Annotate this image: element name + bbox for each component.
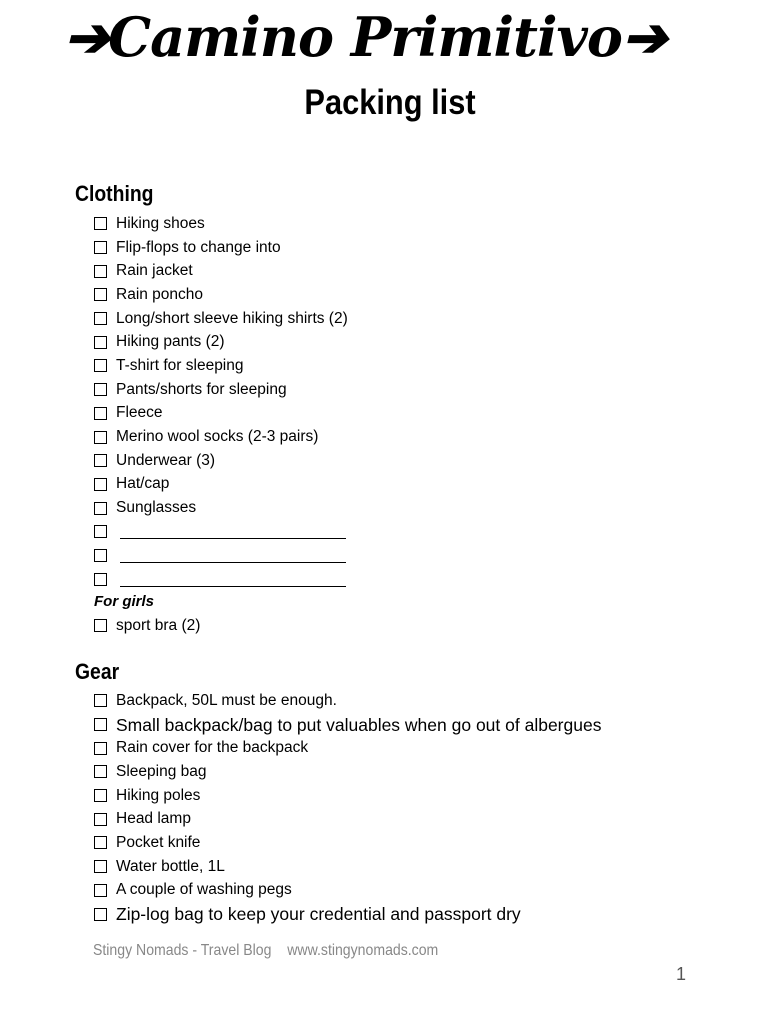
document-title: ➔Camino Primitivo➔ xyxy=(63,5,667,69)
footer-brand: Stingy Nomads - Travel Blog xyxy=(93,942,272,959)
item-label: Pocket knife xyxy=(116,833,201,851)
gear-list xyxy=(94,689,601,926)
list-item[interactable] xyxy=(94,879,601,903)
list-item[interactable] xyxy=(94,902,601,926)
blank-list-item[interactable] xyxy=(94,520,348,544)
list-item[interactable] xyxy=(94,784,601,808)
item-label: A couple of washing pegs xyxy=(116,881,292,899)
blank-write-in-line[interactable] xyxy=(120,524,346,539)
gear-section-title: Gear xyxy=(75,659,120,684)
item-label: Hiking shoes xyxy=(116,214,205,232)
list-item[interactable] xyxy=(94,236,348,260)
blank-list-item[interactable] xyxy=(94,567,348,591)
checkbox[interactable] xyxy=(94,217,107,230)
list-item[interactable] xyxy=(94,831,601,855)
checkbox[interactable] xyxy=(94,502,107,515)
checkbox[interactable] xyxy=(94,813,107,826)
item-label: Hiking poles xyxy=(116,786,201,804)
checkbox[interactable] xyxy=(94,288,107,301)
blank-write-in-line[interactable] xyxy=(120,548,346,563)
checkbox[interactable] xyxy=(94,478,107,491)
list-item[interactable] xyxy=(94,283,348,307)
list-item[interactable] xyxy=(94,330,348,354)
girls-list xyxy=(94,614,200,638)
checkbox[interactable] xyxy=(94,573,107,586)
item-label: Pants/shorts for sleeping xyxy=(116,380,287,398)
checkbox[interactable] xyxy=(94,789,107,802)
list-item[interactable] xyxy=(94,449,348,473)
list-item[interactable] xyxy=(94,760,601,784)
item-label: sport bra (2) xyxy=(116,616,201,634)
blank-write-in-line[interactable] xyxy=(120,572,346,587)
checkbox[interactable] xyxy=(94,265,107,278)
for-girls-subheading: For girls xyxy=(94,593,155,610)
item-label: Flip-flops to change into xyxy=(116,238,281,256)
list-item[interactable] xyxy=(94,496,348,520)
document-subtitle: Packing list xyxy=(304,83,476,122)
checkbox[interactable] xyxy=(94,336,107,349)
item-label: Hiking pants (2) xyxy=(116,333,225,351)
checkbox[interactable] xyxy=(94,908,107,921)
list-item[interactable] xyxy=(94,378,348,402)
list-item[interactable] xyxy=(94,307,348,331)
checkbox[interactable] xyxy=(94,860,107,873)
blank-list-item[interactable] xyxy=(94,544,348,568)
list-item[interactable] xyxy=(94,855,601,879)
list-item[interactable] xyxy=(94,689,601,713)
list-item[interactable] xyxy=(94,473,348,497)
checkbox[interactable] xyxy=(94,359,107,372)
checkbox[interactable] xyxy=(94,431,107,444)
item-label: Sunglasses xyxy=(116,499,197,517)
checkbox[interactable] xyxy=(94,525,107,538)
page-number: 1 xyxy=(676,964,687,984)
checkbox[interactable] xyxy=(94,383,107,396)
footer-url[interactable]: www.stingynomads.com xyxy=(287,942,439,959)
item-label: Long/short sleeve hiking shirts (2) xyxy=(116,309,348,327)
item-label: Rain jacket xyxy=(116,262,193,280)
checkbox[interactable] xyxy=(94,454,107,467)
checkbox[interactable] xyxy=(94,836,107,849)
item-label: Fleece xyxy=(116,404,163,422)
clothing-list xyxy=(94,212,348,591)
checkbox[interactable] xyxy=(94,549,107,562)
list-item[interactable] xyxy=(94,259,348,283)
checkbox[interactable] xyxy=(94,407,107,420)
list-item[interactable] xyxy=(94,402,348,426)
item-label: Head lamp xyxy=(116,810,191,828)
list-item[interactable] xyxy=(94,713,601,737)
checkbox[interactable] xyxy=(94,884,107,897)
list-item[interactable] xyxy=(94,425,348,449)
item-label: Backpack, 50L must be enough. xyxy=(116,691,337,709)
checkbox[interactable] xyxy=(94,312,107,325)
list-item[interactable] xyxy=(94,212,348,236)
list-item[interactable] xyxy=(94,807,601,831)
list-item[interactable] xyxy=(94,736,601,760)
page-footer xyxy=(93,940,438,962)
item-label: Rain cover for the backpack xyxy=(116,739,309,757)
item-label: Rain poncho xyxy=(116,285,204,303)
item-label: Merino wool socks (2-3 pairs) xyxy=(116,428,319,446)
list-item[interactable] xyxy=(94,354,348,378)
checkbox[interactable] xyxy=(94,742,107,755)
clothing-section-title: Clothing xyxy=(75,181,154,206)
checkbox[interactable] xyxy=(94,765,107,778)
checkbox[interactable] xyxy=(94,619,107,632)
list-item[interactable] xyxy=(94,614,200,638)
checkbox[interactable] xyxy=(94,694,107,707)
item-label: Sleeping bag xyxy=(116,762,207,780)
item-label: Small backpack/bag to put valuables when go out of albergues xyxy=(116,714,602,735)
item-label: T-shirt for sleeping xyxy=(116,356,244,374)
checkbox[interactable] xyxy=(94,241,107,254)
item-label: Underwear (3) xyxy=(116,451,216,469)
checkbox[interactable] xyxy=(94,718,107,731)
item-label: Water bottle, 1L xyxy=(116,857,225,875)
item-label: Hat/cap xyxy=(116,475,170,493)
item-label: Zip-log bag to keep your credential and passport dry xyxy=(116,904,521,925)
